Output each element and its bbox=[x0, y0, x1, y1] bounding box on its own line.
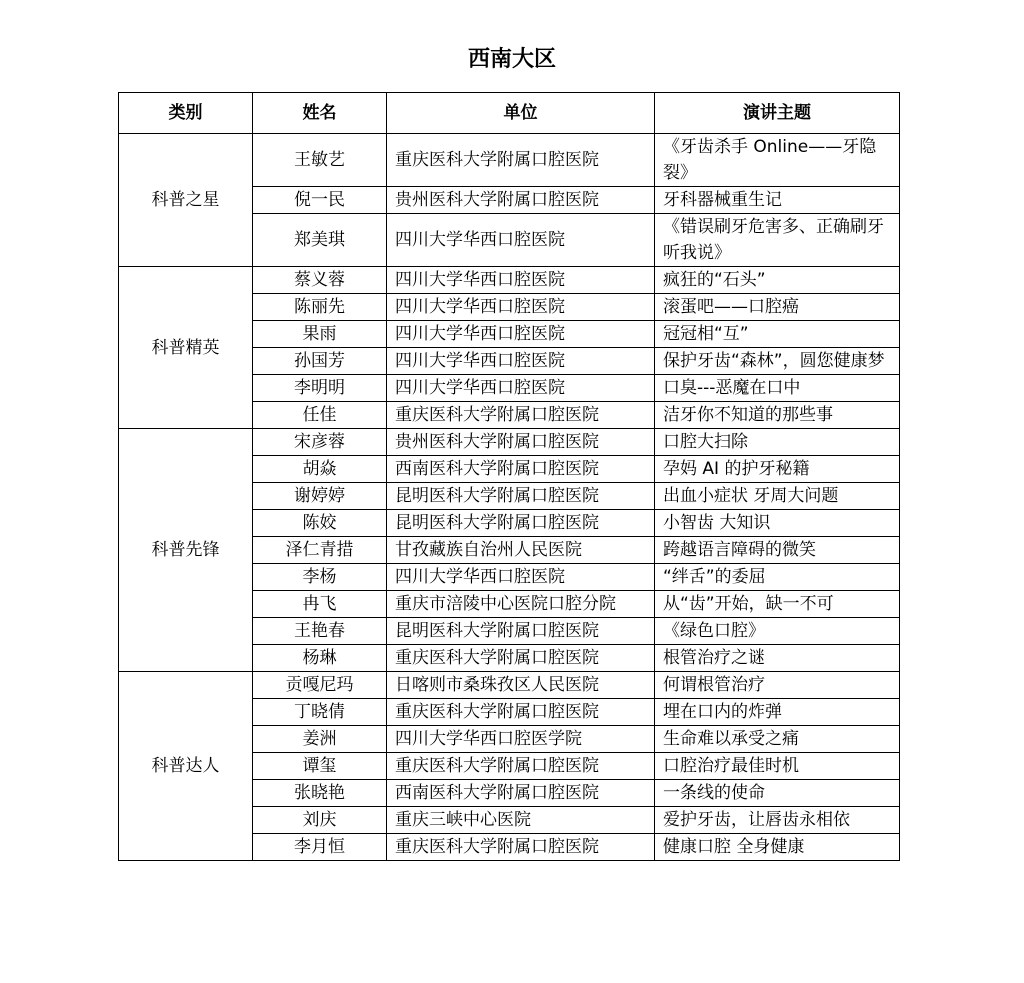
header-name: 姓名 bbox=[253, 93, 387, 134]
topic-cell: 从“齿”开始，缺一不可 bbox=[655, 591, 900, 618]
header-unit: 单位 bbox=[387, 93, 655, 134]
unit-cell: 重庆市涪陵中心医院口腔分院 bbox=[387, 591, 655, 618]
speaker-table bbox=[118, 92, 900, 861]
unit-cell: 贵州医科大学附属口腔医院 bbox=[387, 429, 655, 456]
table-row bbox=[119, 672, 900, 699]
unit-cell: 四川大学华西口腔医院 bbox=[387, 294, 655, 321]
unit-cell: 贵州医科大学附属口腔医院 bbox=[387, 187, 655, 214]
unit-cell: 甘孜藏族自治州人民医院 bbox=[387, 537, 655, 564]
name-cell: 蔡义蓉 bbox=[253, 267, 387, 294]
name-cell: 贡嘎尼玛 bbox=[253, 672, 387, 699]
topic-cell: 《绿色口腔》 bbox=[655, 618, 900, 645]
name-cell: 李明明 bbox=[253, 375, 387, 402]
name-cell: 李杨 bbox=[253, 564, 387, 591]
topic-cell: 牙科器械重生记 bbox=[655, 187, 900, 214]
unit-cell: 四川大学华西口腔医院 bbox=[387, 375, 655, 402]
topic-cell: 一条线的使命 bbox=[655, 780, 900, 807]
topic-cell: 出血小症状 牙周大问题 bbox=[655, 483, 900, 510]
topic-cell: 小智齿 大知识 bbox=[655, 510, 900, 537]
name-cell: 李月恒 bbox=[253, 834, 387, 861]
unit-cell: 西南医科大学附属口腔医院 bbox=[387, 780, 655, 807]
topic-cell: 跨越语言障碍的微笑 bbox=[655, 537, 900, 564]
topic-cell: 保护牙齿“森林”，圆您健康梦 bbox=[655, 348, 900, 375]
topic-cell: 健康口腔 全身健康 bbox=[655, 834, 900, 861]
name-cell: 谢婷婷 bbox=[253, 483, 387, 510]
topic-cell: 《错误刷牙危害多、正确刷牙听我说》 bbox=[655, 214, 900, 267]
table-header-row bbox=[119, 93, 900, 134]
topic-cell: 根管治疗之谜 bbox=[655, 645, 900, 672]
name-cell: 胡焱 bbox=[253, 456, 387, 483]
topic-cell: 《牙齿杀手 Online——牙隐裂》 bbox=[655, 134, 900, 187]
table-row bbox=[119, 429, 900, 456]
unit-cell: 昆明医科大学附属口腔医院 bbox=[387, 510, 655, 537]
name-cell: 张晓艳 bbox=[253, 780, 387, 807]
topic-cell: 口腔大扫除 bbox=[655, 429, 900, 456]
unit-cell: 重庆医科大学附属口腔医院 bbox=[387, 699, 655, 726]
unit-cell: 重庆医科大学附属口腔医院 bbox=[387, 645, 655, 672]
topic-cell: 滚蛋吧——口腔癌 bbox=[655, 294, 900, 321]
topic-cell: 何谓根管治疗 bbox=[655, 672, 900, 699]
unit-cell: 四川大学华西口腔医院 bbox=[387, 267, 655, 294]
name-cell: 泽仁青措 bbox=[253, 537, 387, 564]
name-cell: 果雨 bbox=[253, 321, 387, 348]
category-cell: 科普之星 bbox=[119, 134, 253, 267]
name-cell: 陈丽先 bbox=[253, 294, 387, 321]
unit-cell: 日喀则市桑珠孜区人民医院 bbox=[387, 672, 655, 699]
unit-cell: 昆明医科大学附属口腔医院 bbox=[387, 618, 655, 645]
table-row bbox=[119, 267, 900, 294]
topic-cell: 埋在口内的炸弹 bbox=[655, 699, 900, 726]
unit-cell: 昆明医科大学附属口腔医院 bbox=[387, 483, 655, 510]
unit-cell: 四川大学华西口腔医学院 bbox=[387, 726, 655, 753]
unit-cell: 重庆医科大学附属口腔医院 bbox=[387, 134, 655, 187]
name-cell: 谭玺 bbox=[253, 753, 387, 780]
topic-cell: 口臭---恶魔在口中 bbox=[655, 375, 900, 402]
name-cell: 郑美琪 bbox=[253, 214, 387, 267]
unit-cell: 四川大学华西口腔医院 bbox=[387, 564, 655, 591]
unit-cell: 四川大学华西口腔医院 bbox=[387, 321, 655, 348]
topic-cell: 疯狂的“石头” bbox=[655, 267, 900, 294]
name-cell: 王敏艺 bbox=[253, 134, 387, 187]
header-topic: 演讲主题 bbox=[655, 93, 900, 134]
name-cell: 冉飞 bbox=[253, 591, 387, 618]
name-cell: 倪一民 bbox=[253, 187, 387, 214]
unit-cell: 重庆三峡中心医院 bbox=[387, 807, 655, 834]
topic-cell: “绊舌”的委屈 bbox=[655, 564, 900, 591]
category-cell: 科普先锋 bbox=[119, 429, 253, 672]
name-cell: 宋彦蓉 bbox=[253, 429, 387, 456]
name-cell: 杨琳 bbox=[253, 645, 387, 672]
name-cell: 任佳 bbox=[253, 402, 387, 429]
unit-cell: 西南医科大学附属口腔医院 bbox=[387, 456, 655, 483]
unit-cell: 重庆医科大学附属口腔医院 bbox=[387, 402, 655, 429]
name-cell: 孙国芳 bbox=[253, 348, 387, 375]
unit-cell: 重庆医科大学附属口腔医院 bbox=[387, 834, 655, 861]
topic-cell: 口腔治疗最佳时机 bbox=[655, 753, 900, 780]
unit-cell: 四川大学华西口腔医院 bbox=[387, 348, 655, 375]
name-cell: 丁晓倩 bbox=[253, 699, 387, 726]
topic-cell: 孕妈 AI 的护牙秘籍 bbox=[655, 456, 900, 483]
topic-cell: 洁牙你不知道的那些事 bbox=[655, 402, 900, 429]
table-row bbox=[119, 134, 900, 187]
topic-cell: 生命难以承受之痛 bbox=[655, 726, 900, 753]
name-cell: 姜洲 bbox=[253, 726, 387, 753]
header-category: 类别 bbox=[119, 93, 253, 134]
page-title: 西南大区 bbox=[467, 47, 556, 72]
topic-cell: 冠冠相“互” bbox=[655, 321, 900, 348]
category-cell: 科普精英 bbox=[119, 267, 253, 429]
name-cell: 王艳春 bbox=[253, 618, 387, 645]
unit-cell: 四川大学华西口腔医院 bbox=[387, 214, 655, 267]
unit-cell: 重庆医科大学附属口腔医院 bbox=[387, 753, 655, 780]
name-cell: 陈姣 bbox=[253, 510, 387, 537]
topic-cell: 爱护牙齿，让唇齿永相依 bbox=[655, 807, 900, 834]
category-cell: 科普达人 bbox=[119, 672, 253, 861]
name-cell: 刘庆 bbox=[253, 807, 387, 834]
